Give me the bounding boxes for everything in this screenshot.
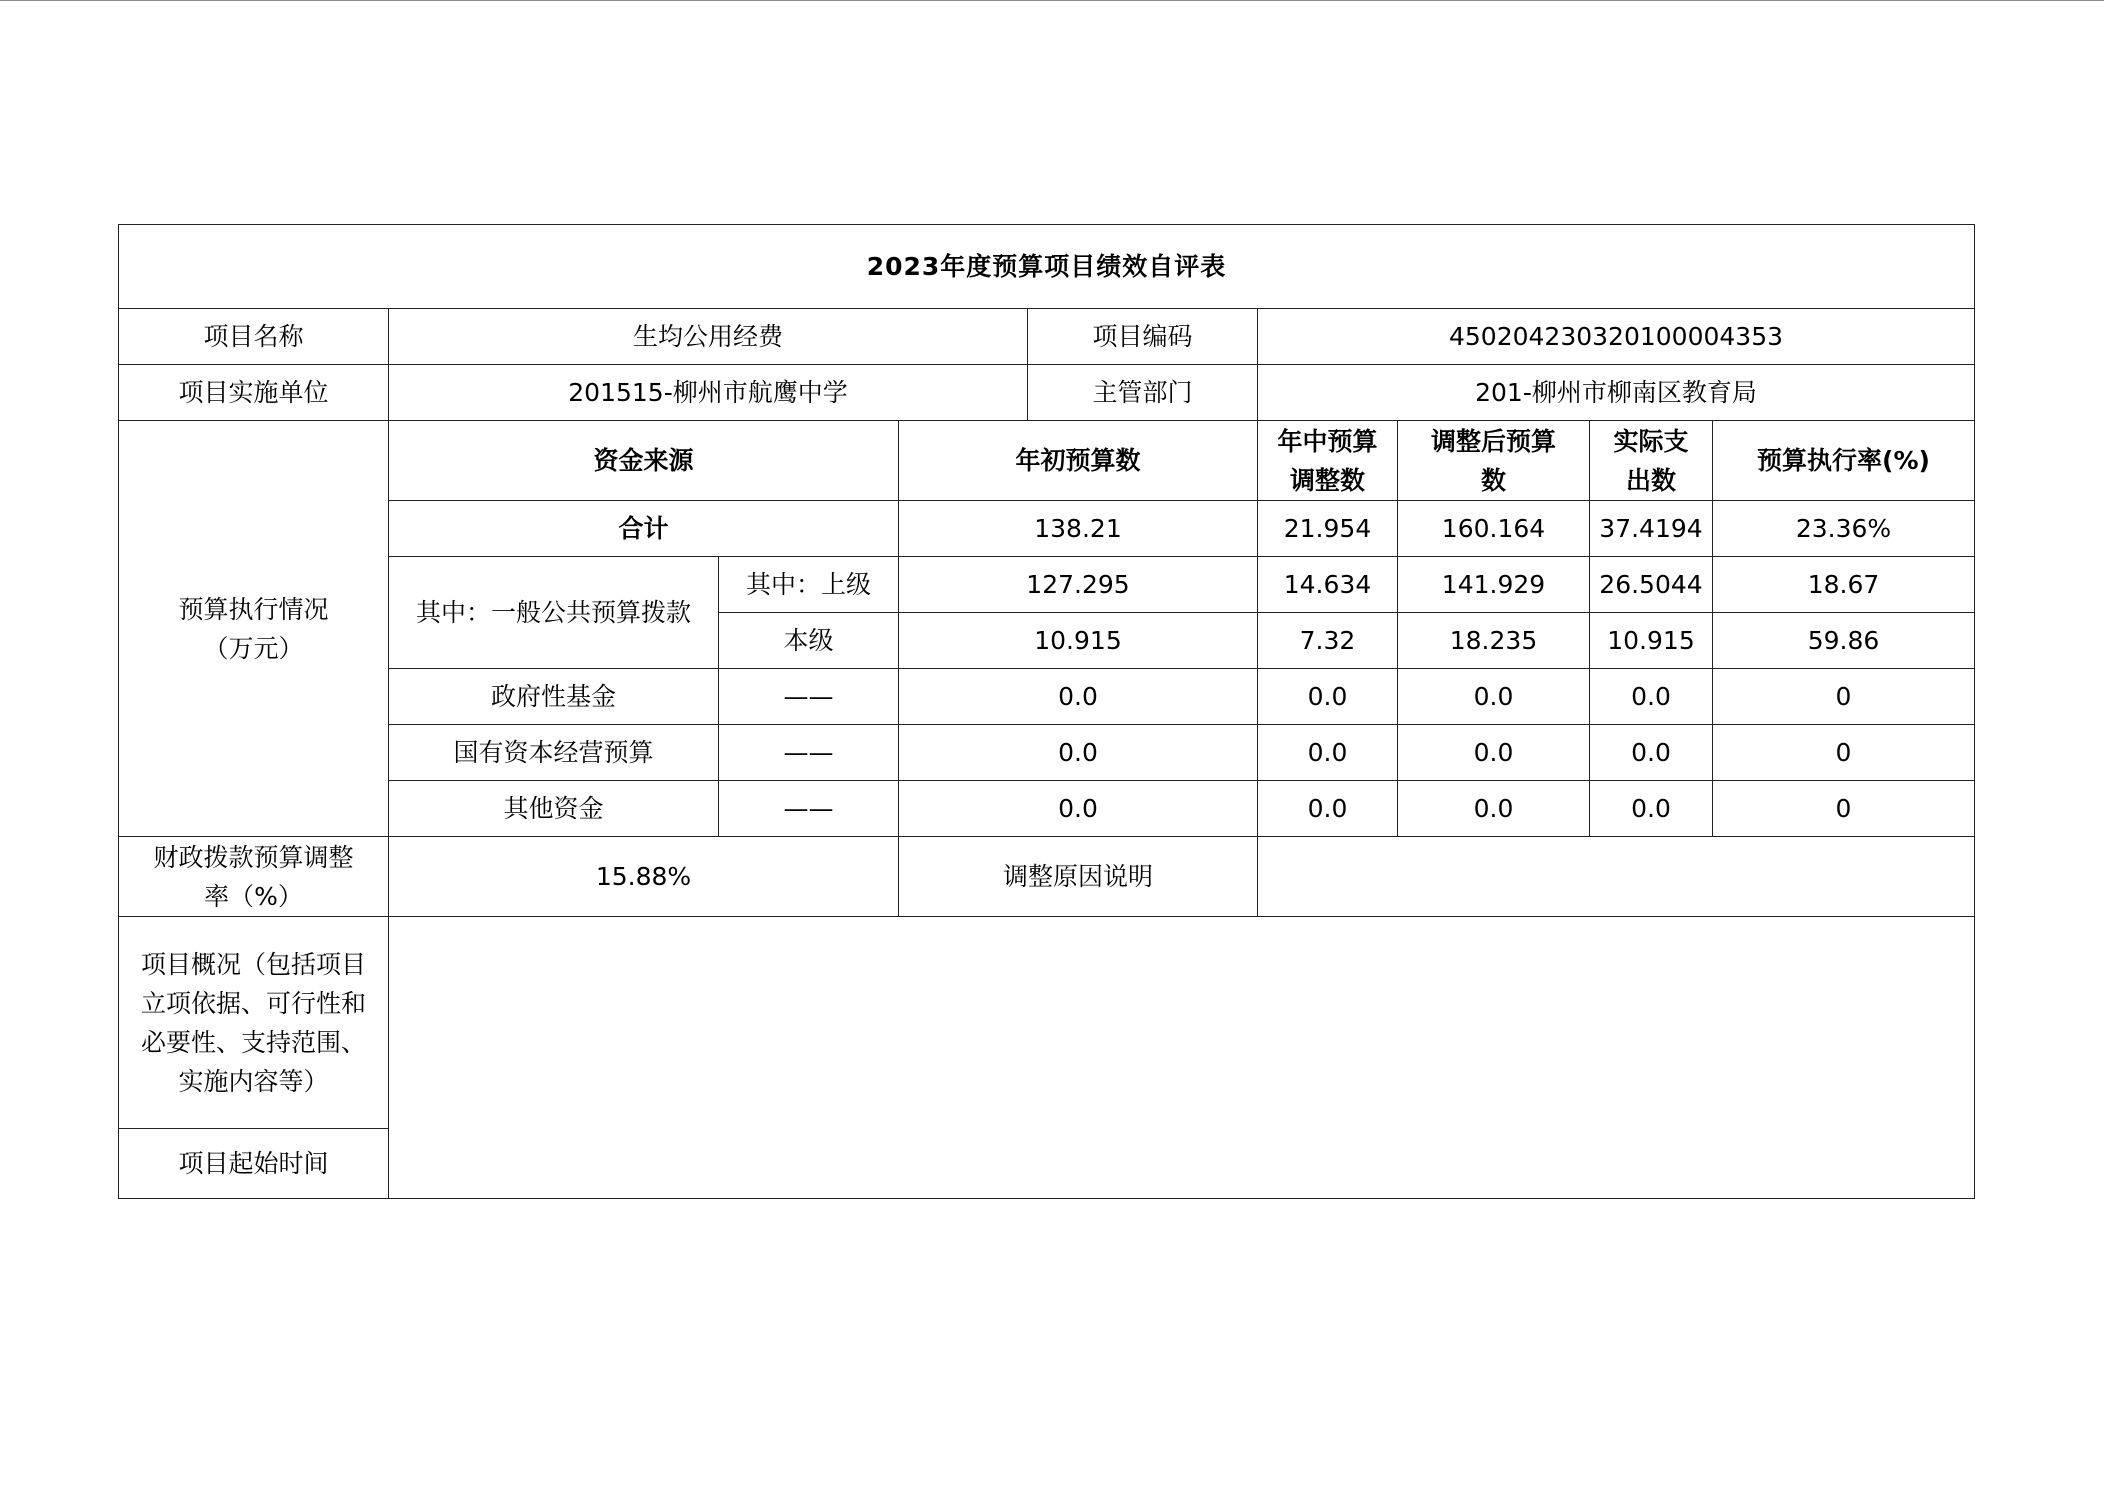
overview-label-line2: 立项依据、可行性和: [140, 988, 366, 1018]
gov-fund-initial: 0.0: [899, 669, 1258, 725]
total-adjusted: 160.164: [1398, 501, 1590, 557]
impl-unit-value: 201515-柳州市航鹰中学: [389, 365, 1028, 421]
budget-exec-label-line2: （万元）: [203, 633, 304, 663]
gov-fund-rate: 0: [1713, 669, 1975, 725]
upper-adjusted: 141.929: [1398, 557, 1590, 613]
gov-fund-actual: 0.0: [1590, 669, 1713, 725]
header-actual-line1: 实际支: [1613, 426, 1689, 456]
impl-unit-label: 项目实施单位: [119, 365, 389, 421]
total-actual: 37.4194: [1590, 501, 1713, 557]
header-actual-spend: [1590, 421, 1713, 501]
local-label: 本级: [719, 613, 899, 669]
project-name-value: 生均公用经费: [389, 309, 1028, 365]
local-actual: 10.915: [1590, 613, 1713, 669]
dept-value: 201-柳州市柳南区教育局: [1258, 365, 1975, 421]
upper-label: 其中：上级: [719, 557, 899, 613]
header-actual-line2: 出数: [1625, 465, 1676, 495]
other-fund-actual: 0.0: [1590, 781, 1713, 837]
upper-midyear: 14.634: [1258, 557, 1398, 613]
adjust-rate-label: [119, 837, 389, 917]
state-capital-label: 国有资本经营预算: [389, 725, 719, 781]
local-rate: 59.86: [1713, 613, 1975, 669]
header-midyear-line2: 调整数: [1289, 465, 1365, 495]
total-initial: 138.21: [899, 501, 1258, 557]
overview-label-line3: 必要性、支持范围、: [140, 1027, 366, 1057]
budget-exec-label: [119, 421, 389, 837]
budget-exec-label-line1: 预算执行情况: [178, 594, 329, 624]
state-capital-rate: 0: [1713, 725, 1975, 781]
project-code-label: 项目编码: [1028, 309, 1258, 365]
adjust-rate-label-line1: 财政拨款预算调整: [153, 842, 354, 872]
header-exec-rate: 预算执行率(%): [1713, 421, 1975, 501]
gov-fund-label: 政府性基金: [389, 669, 719, 725]
other-fund-label: 其他资金: [389, 781, 719, 837]
header-midyear-line1: 年中预算: [1277, 426, 1378, 456]
other-fund-adjusted: 0.0: [1398, 781, 1590, 837]
other-fund-midyear: 0.0: [1258, 781, 1398, 837]
upper-actual: 26.5044: [1590, 557, 1713, 613]
overview-label: [119, 917, 389, 1129]
total-rate: 23.36%: [1713, 501, 1975, 557]
state-capital-adjusted: 0.0: [1398, 725, 1590, 781]
page-title: 2023年度预算项目绩效自评表: [119, 225, 1975, 309]
state-capital-dash: ——: [719, 725, 899, 781]
state-capital-midyear: 0.0: [1258, 725, 1398, 781]
gov-fund-adjusted: 0.0: [1398, 669, 1590, 725]
local-initial: 10.915: [899, 613, 1258, 669]
adjust-reason-value: [1258, 837, 1975, 917]
header-adjusted-line1: 调整后预算: [1430, 426, 1556, 456]
project-code-value: 450204230320100004353: [1258, 309, 1975, 365]
overview-label-line1: 项目概况（包括项目: [140, 949, 366, 979]
overview-value: [389, 917, 1975, 1199]
gov-fund-midyear: 0.0: [1258, 669, 1398, 725]
other-fund-initial: 0.0: [899, 781, 1258, 837]
other-fund-rate: 0: [1713, 781, 1975, 837]
general-budget-label: 其中：一般公共预算拨款: [389, 557, 719, 669]
dept-label: 主管部门: [1028, 365, 1258, 421]
adjust-reason-label: 调整原因说明: [899, 837, 1258, 917]
upper-initial: 127.295: [899, 557, 1258, 613]
total-midyear: 21.954: [1258, 501, 1398, 557]
state-capital-actual: 0.0: [1590, 725, 1713, 781]
header-fund-source: 资金来源: [389, 421, 899, 501]
header-adjusted-budget: [1398, 421, 1590, 501]
gov-fund-dash: ——: [719, 669, 899, 725]
total-label: 合计: [389, 501, 899, 557]
state-capital-initial: 0.0: [899, 725, 1258, 781]
header-initial-budget: 年初预算数: [899, 421, 1258, 501]
adjust-rate-value: 15.88%: [389, 837, 899, 917]
header-midyear-adjust: [1258, 421, 1398, 501]
header-adjusted-line2: 数: [1480, 465, 1506, 495]
other-fund-dash: ——: [719, 781, 899, 837]
upper-rate: 18.67: [1713, 557, 1975, 613]
local-midyear: 7.32: [1258, 613, 1398, 669]
budget-performance-form: [118, 224, 1975, 1199]
local-adjusted: 18.235: [1398, 613, 1590, 669]
adjust-rate-label-line2: 率（%）: [204, 881, 303, 911]
overview-label-line4: 实施内容等）: [178, 1066, 329, 1096]
start-time-label: 项目起始时间: [119, 1129, 389, 1199]
project-name-label: 项目名称: [119, 309, 389, 365]
page-top-border: [0, 0, 2104, 1]
